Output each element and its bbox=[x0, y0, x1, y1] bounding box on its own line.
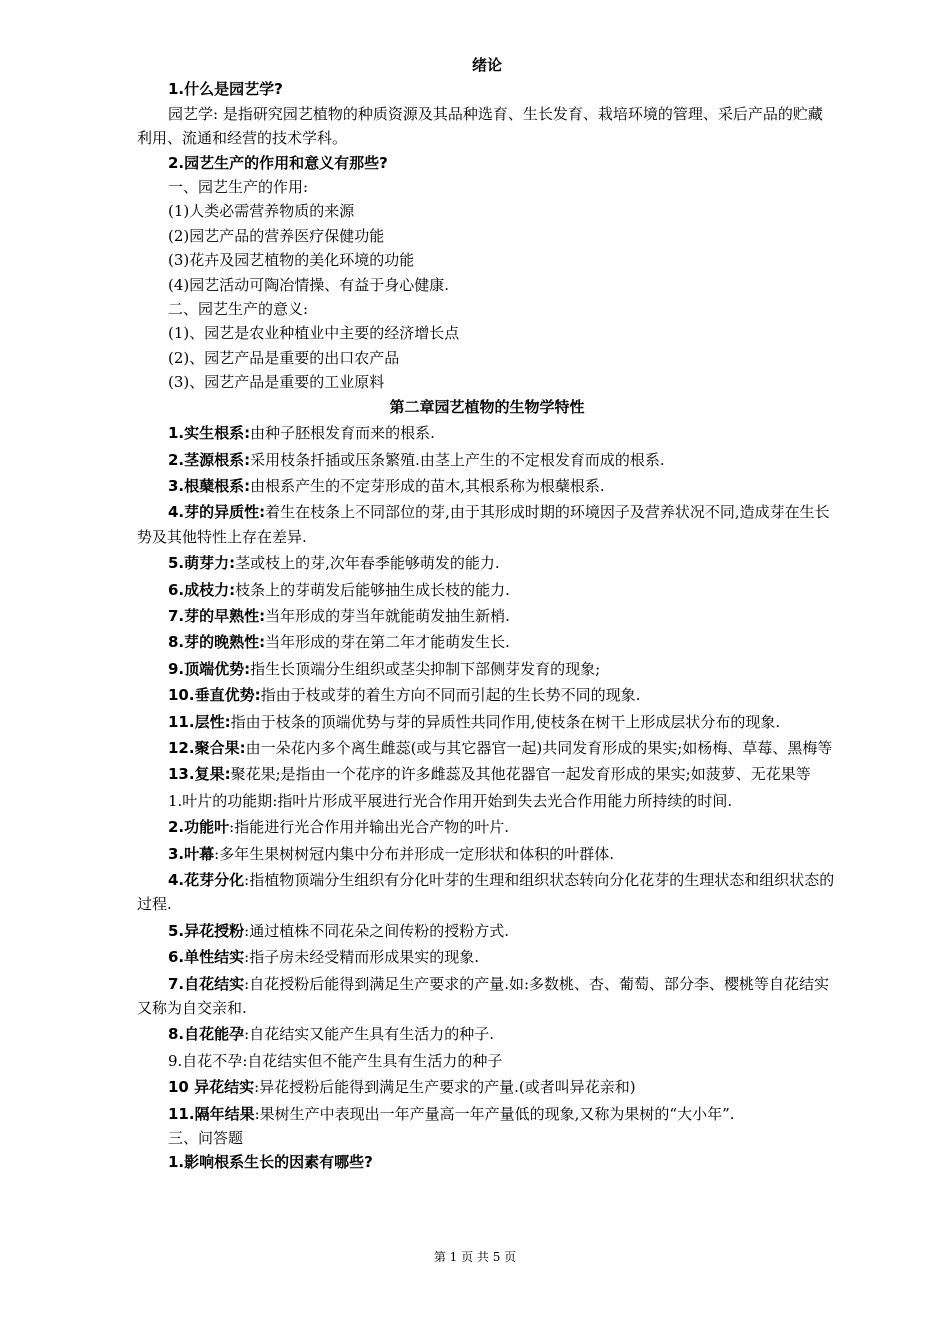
term-label: 11.层性: bbox=[168, 712, 231, 731]
term-definition bbox=[137, 1075, 837, 1099]
term-label: 2.功能叶 bbox=[168, 818, 230, 837]
term-text: :指能进行光合作用并输出光合产物的叶片. bbox=[229, 818, 509, 837]
term-label: 9.顶端优势: bbox=[168, 659, 251, 678]
role-item: (3)花卉及园艺植物的美化环境的功能 bbox=[168, 251, 415, 270]
term-definition bbox=[137, 578, 837, 602]
term-label: 1.叶片的功能期 bbox=[168, 791, 273, 810]
term-text: 聚花果;是指由一个花序的许多雌蕊及其他花器官一起发育形成的果实;如菠萝、无花果等 bbox=[230, 765, 811, 784]
term-text: :多年生果树树冠内集中分布并形成一定形状和体积的叶群体. bbox=[214, 844, 614, 863]
term-definition bbox=[137, 762, 837, 786]
term-label: 13.复果: bbox=[168, 765, 231, 784]
term-text: 由一朵花内多个离生雌蕊(或与其它器官一起)共同发育形成的果实;如杨梅、草莓、黑梅等 bbox=[245, 738, 833, 757]
term-definition bbox=[137, 630, 837, 654]
term-text: :自花授粉后能得到满足生产要求的产量.如:多数桃、杏、葡萄、部分李、樱桃等自花结实又称为自交亲和. bbox=[137, 974, 830, 1018]
term-text: :指植物顶端分生组织有分化叶芽的生理和组织状态转向分化花芽的生理状态和组织状态的过程. bbox=[137, 871, 835, 914]
qa-heading: 三、问答题 bbox=[168, 1129, 244, 1148]
term-label: 2.茎源根系: bbox=[168, 450, 251, 469]
qa-question-1: 1.影响根系生长的因素有哪些? bbox=[168, 1153, 373, 1172]
definition-text: : 是指研究园艺植物的种质资源及其品种选育、生长发育、栽培环境的管理、采后产品的贮藏利用、流通和经营的技术学科。 bbox=[137, 104, 823, 148]
term-definition bbox=[137, 868, 837, 917]
term-text: 由种子胚根发育而来的根系. bbox=[250, 424, 435, 443]
term-label: 8.芽的晚熟性: bbox=[168, 633, 266, 652]
term-definition bbox=[137, 500, 837, 549]
term-text: 指生长顶端分生组织或茎尖抑制下部侧芽发育的现象; bbox=[250, 659, 601, 678]
term-definition bbox=[137, 972, 837, 1021]
intro-title: 绪论 bbox=[471, 56, 502, 74]
term-text: :自花结实但不能产生具有生活力的种子 bbox=[242, 1051, 503, 1070]
term-definition bbox=[137, 736, 837, 760]
term-label: 3.根蘖根系: bbox=[168, 476, 251, 495]
role-item: (2)园艺产品的营养医疗保健功能 bbox=[168, 226, 385, 245]
term-definition bbox=[137, 604, 837, 628]
term-label: 4.芽的异质性: bbox=[168, 503, 266, 522]
term-label: 7.芽的早熟性: bbox=[168, 606, 266, 625]
role-item: (4)园艺活动可陶冶情操、有益于身心健康. bbox=[168, 275, 450, 294]
term-definition bbox=[137, 1102, 837, 1126]
term-label: 12.聚合果: bbox=[168, 738, 246, 757]
term-text: :指叶片形成平展进行光合作用开始到失去光合作用能力所持续的时间. bbox=[272, 791, 733, 810]
term-text: :果树生产中表现出一年产量高一年产量低的现象,又称为果树的“大小年”. bbox=[254, 1104, 735, 1123]
term-label: 1.实生根系: bbox=[168, 424, 251, 443]
term-definition bbox=[137, 919, 837, 943]
term-definition bbox=[137, 448, 837, 472]
term-label: 10.垂直优势: bbox=[168, 686, 261, 705]
term-definition bbox=[137, 551, 837, 575]
term-definition bbox=[137, 657, 837, 681]
term-text: :通过植株不同花朵之间传粉的授粉方式. bbox=[244, 921, 509, 940]
page-content bbox=[137, 53, 837, 1175]
term-label: 5.异花授粉 bbox=[168, 921, 245, 940]
term-label: 8.自花能孕 bbox=[168, 1025, 245, 1044]
role-item: (1)人类必需营养物质的来源 bbox=[168, 202, 355, 221]
page-footer: 第 1 页 共 5 页 bbox=[433, 1250, 517, 1264]
term-definition bbox=[137, 1022, 837, 1046]
term-definition bbox=[137, 474, 837, 498]
term-label: 6.成枝力: bbox=[168, 580, 236, 599]
term-label: 3.叶幕 bbox=[168, 844, 215, 863]
role-heading: 一、园艺生产的作用: bbox=[168, 178, 309, 197]
term-definition bbox=[137, 945, 837, 969]
term-label: 11.隔年结果 bbox=[168, 1104, 255, 1123]
meaning-item: (2)、园艺产品是重要的出口农产品 bbox=[168, 348, 400, 367]
term-label: 6.单性结实 bbox=[168, 948, 245, 967]
term-definition bbox=[137, 1049, 837, 1073]
term-label: 10 异花结实 bbox=[168, 1078, 255, 1097]
term-definition bbox=[137, 421, 837, 445]
term-text: 指由于枝或芽的着生方向不同而引起的生长势不同的现象. bbox=[260, 686, 641, 705]
term-definition bbox=[137, 789, 837, 813]
term-text: :指子房未经受精而形成果实的现象. bbox=[244, 948, 479, 967]
term-label: 9.自花不孕 bbox=[168, 1051, 243, 1070]
term-text: 当年形成的芽在第二年才能萌发生长. bbox=[265, 633, 510, 652]
meaning-item: (3)、园艺产品是重要的工业原料 bbox=[168, 373, 385, 392]
term-label: 4.花芽分化 bbox=[168, 871, 245, 889]
term-text: :异花授粉后能得到满足生产要求的产量.(或者叫异花亲和) bbox=[254, 1078, 636, 1097]
term-definition bbox=[137, 710, 837, 734]
term-text: 着生在枝条上不同部位的芽,由于其形成时期的环境因子及营养状况不同,造成芽在生长势及其他特性上存在差异. bbox=[137, 503, 830, 546]
term-list-leaves-flowers bbox=[137, 789, 837, 1126]
term-definition bbox=[137, 683, 837, 707]
term-text: 当年形成的芽当年就能萌发抽生新梢. bbox=[265, 606, 510, 625]
term-label: 7.自花结实 bbox=[168, 974, 245, 993]
meaning-heading: 二、园艺生产的意义: bbox=[168, 300, 309, 319]
question-2: 2.园艺生产的作用和意义有那些? bbox=[168, 153, 388, 172]
chapter-2-title: 第二章园艺植物的生物学特性 bbox=[389, 397, 585, 416]
term-text: 由根系产生的不定芽形成的苗木,其根系称为根蘖根系. bbox=[250, 476, 605, 495]
term-text: 采用枝条扦插或压条繁殖.由茎上产生的不定根发育而成的根系. bbox=[250, 450, 665, 469]
term-definition bbox=[137, 842, 837, 866]
term-text: 指由于枝条的顶端优势与芽的异质性共同作用,使枝条在树干上形成层状分布的现象. bbox=[230, 712, 781, 731]
meaning-item: (1)、园艺是农业种植业中主要的经济增长点 bbox=[168, 324, 460, 343]
term-definition bbox=[137, 815, 837, 839]
term-text: :自花结实又能产生具有生活力的种子. bbox=[244, 1025, 494, 1044]
term-list-roots-buds bbox=[137, 421, 837, 787]
definition-paragraph bbox=[137, 102, 837, 151]
question-1: 1.什么是园艺学? bbox=[168, 80, 283, 99]
term-text: 枝条上的芽萌发后能够抽生成长枝的能力. bbox=[235, 580, 510, 599]
definition-prefix: 园艺学 bbox=[168, 104, 214, 123]
term-text: 茎或枝上的芽,次年春季能够萌发的能力. bbox=[235, 554, 500, 573]
term-label: 5.萌芽力: bbox=[168, 554, 236, 573]
